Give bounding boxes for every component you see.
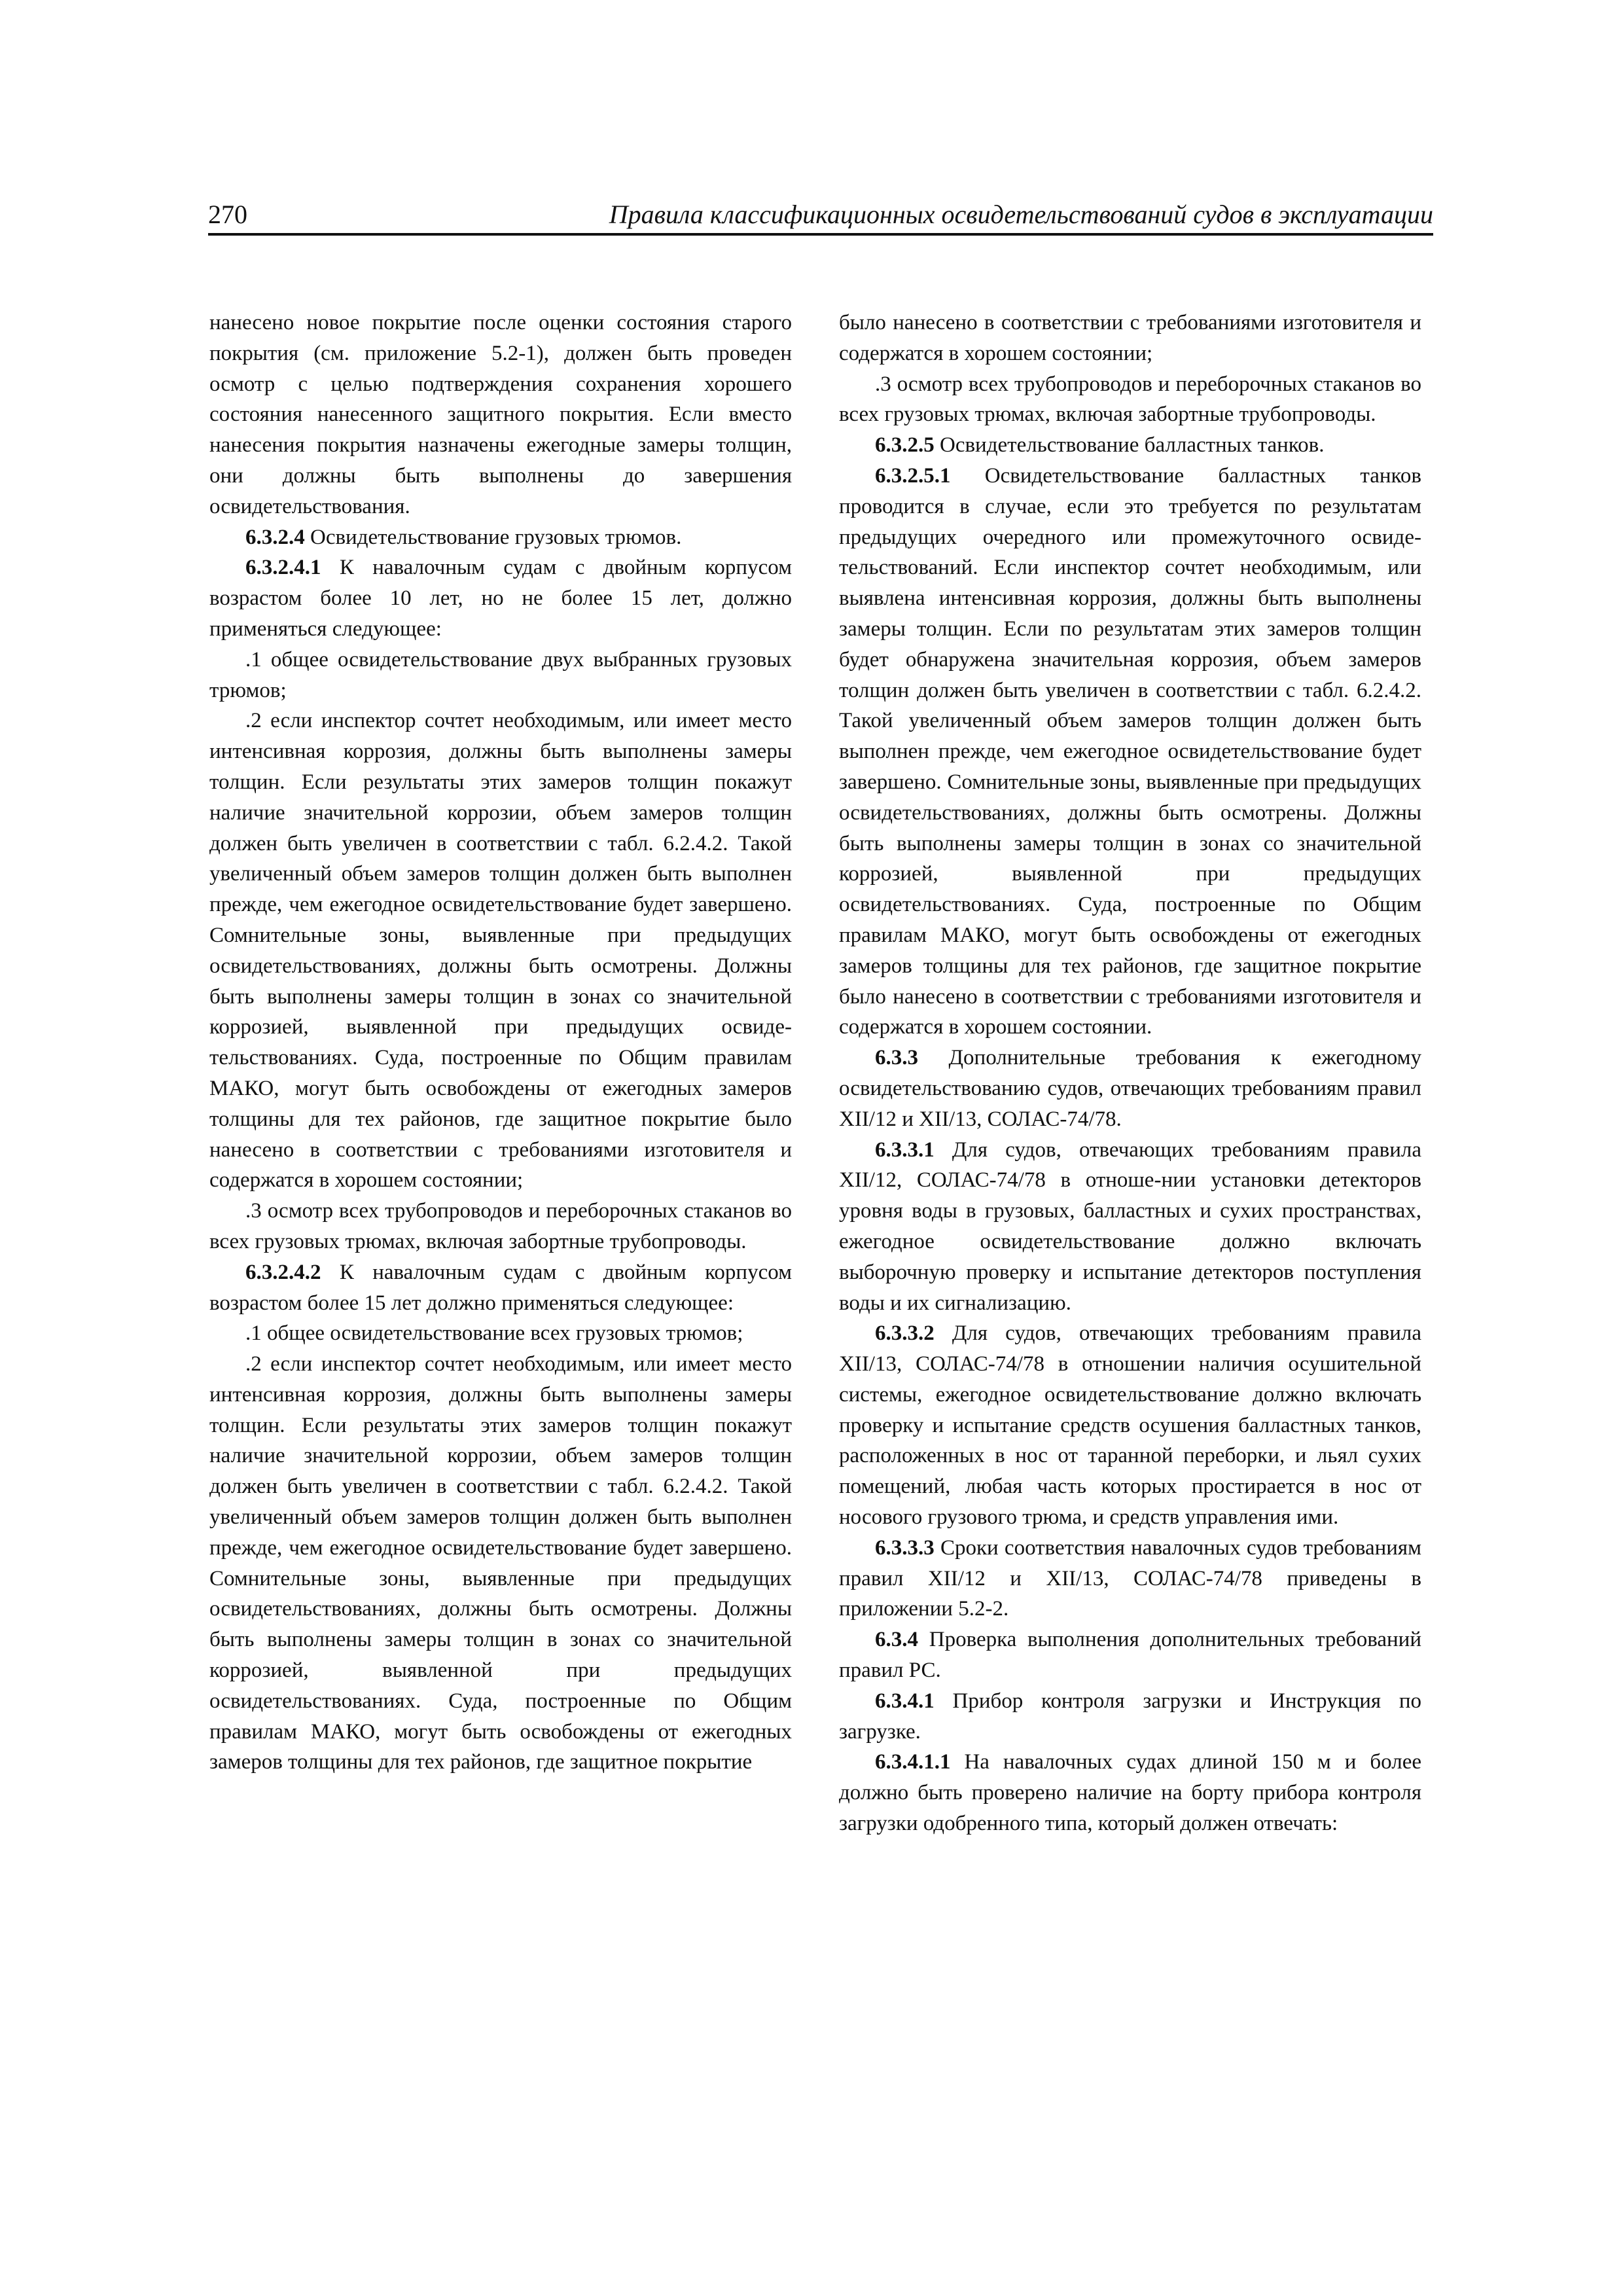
paragraph-text: Сроки соответствия навалочных судов требованиям правил XII/12 и XII/13, СОЛАС-74/78 приведены в приложении 5.2-2. bbox=[839, 1535, 1421, 1621]
paragraph bbox=[839, 1043, 1421, 1134]
paragraph-text: Для судов, отвечающих требованиям правила XII/12, СОЛАС-74/78 в отноше-нии установки детекторов уровня воды в грузовых, балластных и сухих пространствах, ежегодное освидетельствование должно включать выборочную проверку и испытание детекторов поступления воды и их сигнализацию. bbox=[839, 1138, 1421, 1315]
paragraph bbox=[839, 1624, 1421, 1686]
paragraph-text: На навалочных судах длиной 150 м и более должно быть проверено наличие на борту прибора контроля загрузки одобренного типа, который должен отвечать: bbox=[839, 1750, 1421, 1836]
section-number: 6.3.2.4 bbox=[245, 525, 305, 549]
section-number: 6.3.3.2 bbox=[875, 1321, 935, 1346]
list-item: .2 если инспектор сочтет необходимым, или имеет место интенсивная коррозия, должны быть выполнены замеры толщин. Если результаты этих замеров толщин покажут наличие значительной коррозии, объем замеров толщин должен быть увеличен в соответствии с табл. 6.2.4.2. Такой увеличенный объем замеров толщин должен быть выполнен прежде, чем ежегодное освидетельствование будет завершено. Сомнительные зоны, выявленные при предыдущих освидетельствованиях, должны быть осмотрены. Должны быть выполнены замеры толщин в зонах со значительной коррозией, выявленной при предыдущих освидетельствованиях. Суда, построенные по Общим правилам МАКО, могут быть освобождены от ежегодных замеров толщины для тех районов, где защитное покрытие bbox=[209, 1352, 792, 1774]
page-header bbox=[208, 196, 1433, 236]
right-column bbox=[839, 308, 1421, 1839]
section-number: 6.3.3.1 bbox=[875, 1138, 935, 1162]
paragraph bbox=[209, 522, 792, 553]
paragraph bbox=[209, 552, 792, 644]
list-item: .3 осмотр всех трубопроводов и переборочных стаканов во всех грузовых трюмах, включая забортные трубопроводы. bbox=[839, 372, 1421, 427]
section-number: 6.3.3.3 bbox=[875, 1535, 935, 1560]
list-item: .1 общее освидетельствование двух выбранных грузовых трюмов; bbox=[209, 647, 792, 702]
section-number: 6.3.2.4.1 bbox=[245, 556, 321, 580]
paragraph: было нанесено в соответствии с требованиями изготовителя и содержатся в хорошем состоянии; bbox=[839, 311, 1421, 365]
paragraph bbox=[839, 1533, 1421, 1624]
left-column bbox=[209, 308, 792, 1778]
running-title: Правила классификационных освидетельствований судов в эксплуатации bbox=[609, 200, 1433, 229]
paragraph bbox=[839, 1318, 1421, 1533]
paragraph: нанесено новое покрытие после оценки состояния старого покрытия (см. приложение 5.2-1), должен быть проведен осмотр с целью подтверждения сохранения хорошего состояния нанесенного защитного покрытия. Если вместо нанесения покрытия назначены ежегодные замеры толщин, они должны быть выполнены до завершения освидетельствования. bbox=[209, 311, 792, 518]
paragraph-text: Освидетельствование грузовых трюмов. bbox=[304, 525, 682, 549]
page-number: 270 bbox=[208, 200, 247, 229]
section-number: 6.3.2.4.2 bbox=[245, 1260, 321, 1284]
list-item: .1 общее освидетельствование всех грузовых трюмов; bbox=[245, 1321, 743, 1346]
section-number: 6.3.4 bbox=[875, 1628, 918, 1652]
list-item: .2 если инспектор сочтет необходимым, или имеет место интенсивная коррозия, должны быть выполнены замеры толщин. Если результаты этих замеров толщин покажут наличие значительной коррозии, объем замеров толщин должен быть увеличен в соответствии с табл. 6.2.4.2. Такой увеличенный объем замеров толщин должен быть выполнен прежде, чем ежегодное освидетельствование будет завершено. Сомнительные зоны, выявленные при предыдущих освидетельствованиях, должны быть осмотрены. Должны быть выполнены замеры толщин в зонах со значительной коррозией, выявленной при предыдущих освидетельствованиях. Суда, построенные по Общим правилам МАКО, могут быть освобождены от ежегодных замеров толщины для тех районов, где защитное покрытие было нанесено в соответствии с требованиями изготовителя и содержатся в хорошем состоянии; bbox=[209, 709, 792, 1193]
paragraph bbox=[209, 1257, 792, 1319]
paragraph-text: Для судов, отвечающих требованиям правила XII/13, СОЛАС-74/78 в отношении наличия осушительной системы, ежегодное освидетельствование должно включать проверку и испытание средств осушения балластных танков, расположенных в нос от таранной переборки, и льял сухих помещений, любая часть которых простирается в нос от носового грузового трюма, и средств управления ими. bbox=[839, 1321, 1421, 1530]
paragraph-text: Проверка выполнения дополнительных требований правил РС. bbox=[839, 1628, 1421, 1683]
paragraph-text: Дополнительные требования к ежегодному освидетельствованию судов, отвечающих требованиям правил XII/12 и XII/13, СОЛАС-74/78. bbox=[839, 1046, 1421, 1131]
paragraph bbox=[839, 430, 1421, 461]
paragraph-text: Освидетельствование балластных танков. bbox=[934, 433, 1325, 457]
paragraph bbox=[839, 1747, 1421, 1839]
paragraph bbox=[839, 1686, 1421, 1748]
section-number: 6.3.2.5 bbox=[875, 433, 935, 457]
section-number: 6.3.2.5.1 bbox=[875, 463, 951, 488]
paragraph bbox=[839, 461, 1421, 1043]
paragraph-text: К навалочным судам с двойным корпусом возрастом более 15 лет должно применяться следующее: bbox=[209, 1260, 792, 1315]
section-number: 6.3.3 bbox=[875, 1046, 918, 1070]
section-number: 6.3.4.1 bbox=[875, 1689, 935, 1713]
list-item: .3 осмотр всех трубопроводов и переборочных стаканов во всех грузовых трюмах, включая забортные трубопроводы. bbox=[209, 1199, 792, 1253]
paragraph-text: Прибор контроля загрузки и Инструкция по загрузке. bbox=[839, 1689, 1421, 1744]
section-number: 6.3.4.1.1 bbox=[875, 1750, 951, 1774]
paragraph-text: Освидетельствование балластных танков проводится в случае, если это требуется по результатам предыдущих очередного или промежуточного освидетельствований. Если инспектор сочтет необходимым, или выявлена интенсивная коррозия, должны быть выполнены замеры толщин. Если по результатам этих замеров толщин будет обнаружена значительная коррозия, объем замеров толщин должен быть увеличен в соответствии с табл. 6.2.4.2. Такой увеличенный объем замеров толщин должен быть выполнен прежде, чем ежегодное освидетельствование будет завершено. Сомнительные зоны, выявленные при предыдущих освидетельствованиях, должны быть осмотрены. Должны быть выполнены замеры толщин в зонах со значительной коррозией, выявленной при предыдущих освидетельствованиях. Суда, построенные по Общим правилам МАКО, могут быть освобождены от ежегодных замеров толщины для тех районов, где защитное покрытие было нанесено в соответствии с требованиями изготовителя и содержатся в хорошем состоянии. bbox=[839, 463, 1421, 1039]
paragraph bbox=[839, 1135, 1421, 1319]
paragraph-text: К навалочным судам с двойным корпусом возрастом более 10 лет, но не более 15 лет, должно применяться следующее: bbox=[209, 556, 792, 641]
